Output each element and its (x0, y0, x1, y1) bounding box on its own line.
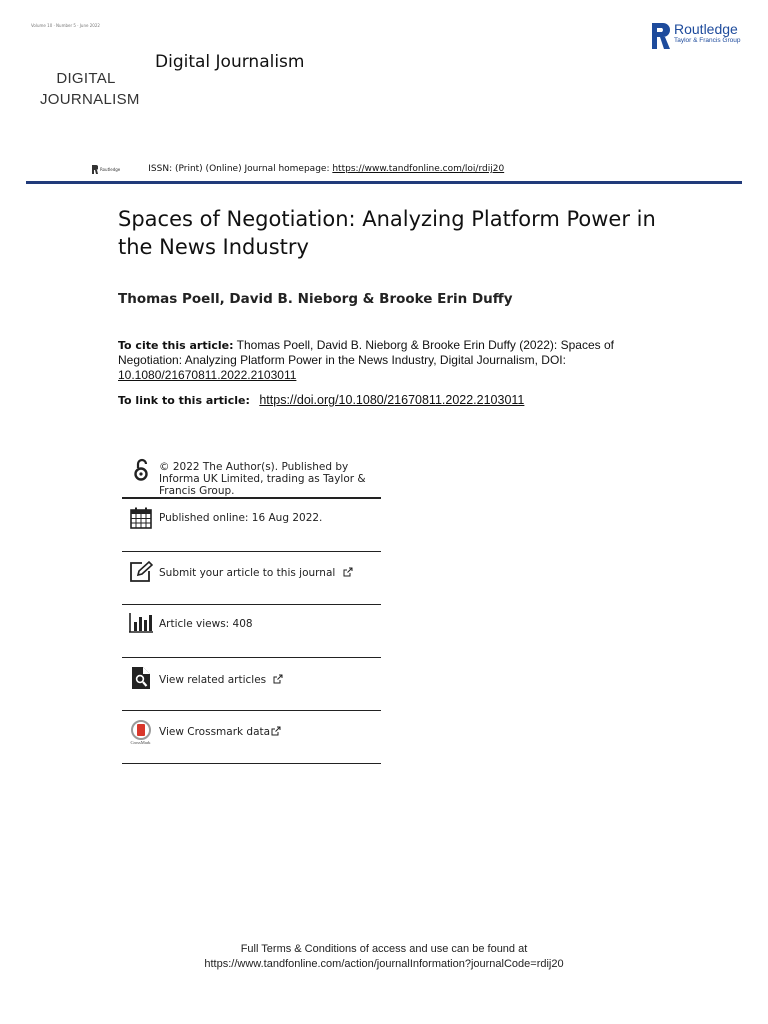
bar-chart-icon (129, 613, 153, 633)
journal-homepage-link[interactable]: https://www.tandfonline.com/loi/rdij20 (332, 164, 505, 174)
cover-line-1: DIGITAL (56, 70, 116, 87)
external-link-icon (343, 567, 353, 577)
crossmark-link[interactable]: View Crossmark data (159, 726, 271, 738)
doi-link[interactable]: 10.1080/21670811.2022.2103011 (118, 368, 297, 382)
article-info-panel (122, 452, 381, 764)
related-row[interactable] (122, 658, 381, 711)
calendar-icon (130, 507, 152, 529)
citation-block (118, 338, 618, 383)
link-line (118, 393, 524, 407)
external-link-icon (273, 674, 283, 684)
mini-publisher-logo (92, 165, 120, 174)
cover-line-2: JOURNALISM (40, 91, 140, 108)
mini-r-icon (92, 165, 98, 174)
terms-line-1: Full Terms & Conditions of access and use can be found at (240, 943, 528, 955)
journal-cover-logo (40, 68, 140, 110)
crossmark-icon (131, 720, 151, 740)
open-access-row (122, 452, 381, 499)
open-access-icon (134, 458, 148, 482)
link-label: To link to this article: (118, 394, 250, 407)
publisher-name: Routledge (674, 21, 738, 37)
terms-url[interactable]: https://www.tandfonline.com/action/journalInformation?journalCode=rdij20 (204, 958, 564, 970)
terms-footer (0, 942, 768, 972)
cite-label: To cite this article: (118, 339, 234, 352)
issn-label: ISSN: (Print) (Online) Journal homepage: (148, 164, 333, 174)
views-row (122, 605, 381, 658)
article-authors: Thomas Poell, David B. Nieborg & Brooke Erin Duffy (118, 291, 513, 307)
header-divider (26, 181, 742, 184)
issn-row (92, 164, 504, 174)
journal-title: Digital Journalism (155, 52, 305, 72)
related-articles-icon (131, 666, 151, 690)
related-articles-link[interactable]: View related articles (159, 674, 267, 686)
published-date: Published online: 16 Aug 2022. (159, 512, 323, 524)
submit-article-link[interactable]: Submit your article to this journal (159, 567, 336, 579)
article-url-link[interactable]: https://doi.org/10.1080/21670811.2022.2103011 (259, 393, 525, 407)
crossmark-row[interactable] (122, 711, 381, 764)
submit-row[interactable] (122, 552, 381, 605)
edit-icon (129, 561, 153, 583)
cite-text: Thomas Poell, David B. Nieborg & Brooke Erin Duffy (2022): Spaces of Negotiation: Analyzing Platform Power in the News Industry, Digital Journalism, DOI: (118, 338, 614, 367)
article-title: Spaces of Negotiation: Analyzing Platform Power in the News Industry (118, 207, 656, 259)
article-views: Article views: 408 (159, 618, 253, 630)
mini-logo-text: Routledge (100, 166, 121, 172)
routledge-logo (651, 22, 740, 50)
routledge-r-icon (651, 22, 671, 50)
crossmark-badge-text: CrossMark (130, 740, 151, 745)
published-row (122, 499, 381, 552)
copyright-text: © 2022 The Author(s). Published by Informa UK Limited, trading as Taylor & Francis Group. (159, 461, 366, 497)
publisher-sub: Taylor & Francis Group (674, 37, 741, 44)
external-link-icon (271, 726, 281, 736)
volume-meta: Volume 10 · Number 5 · June 2022 (31, 23, 100, 28)
